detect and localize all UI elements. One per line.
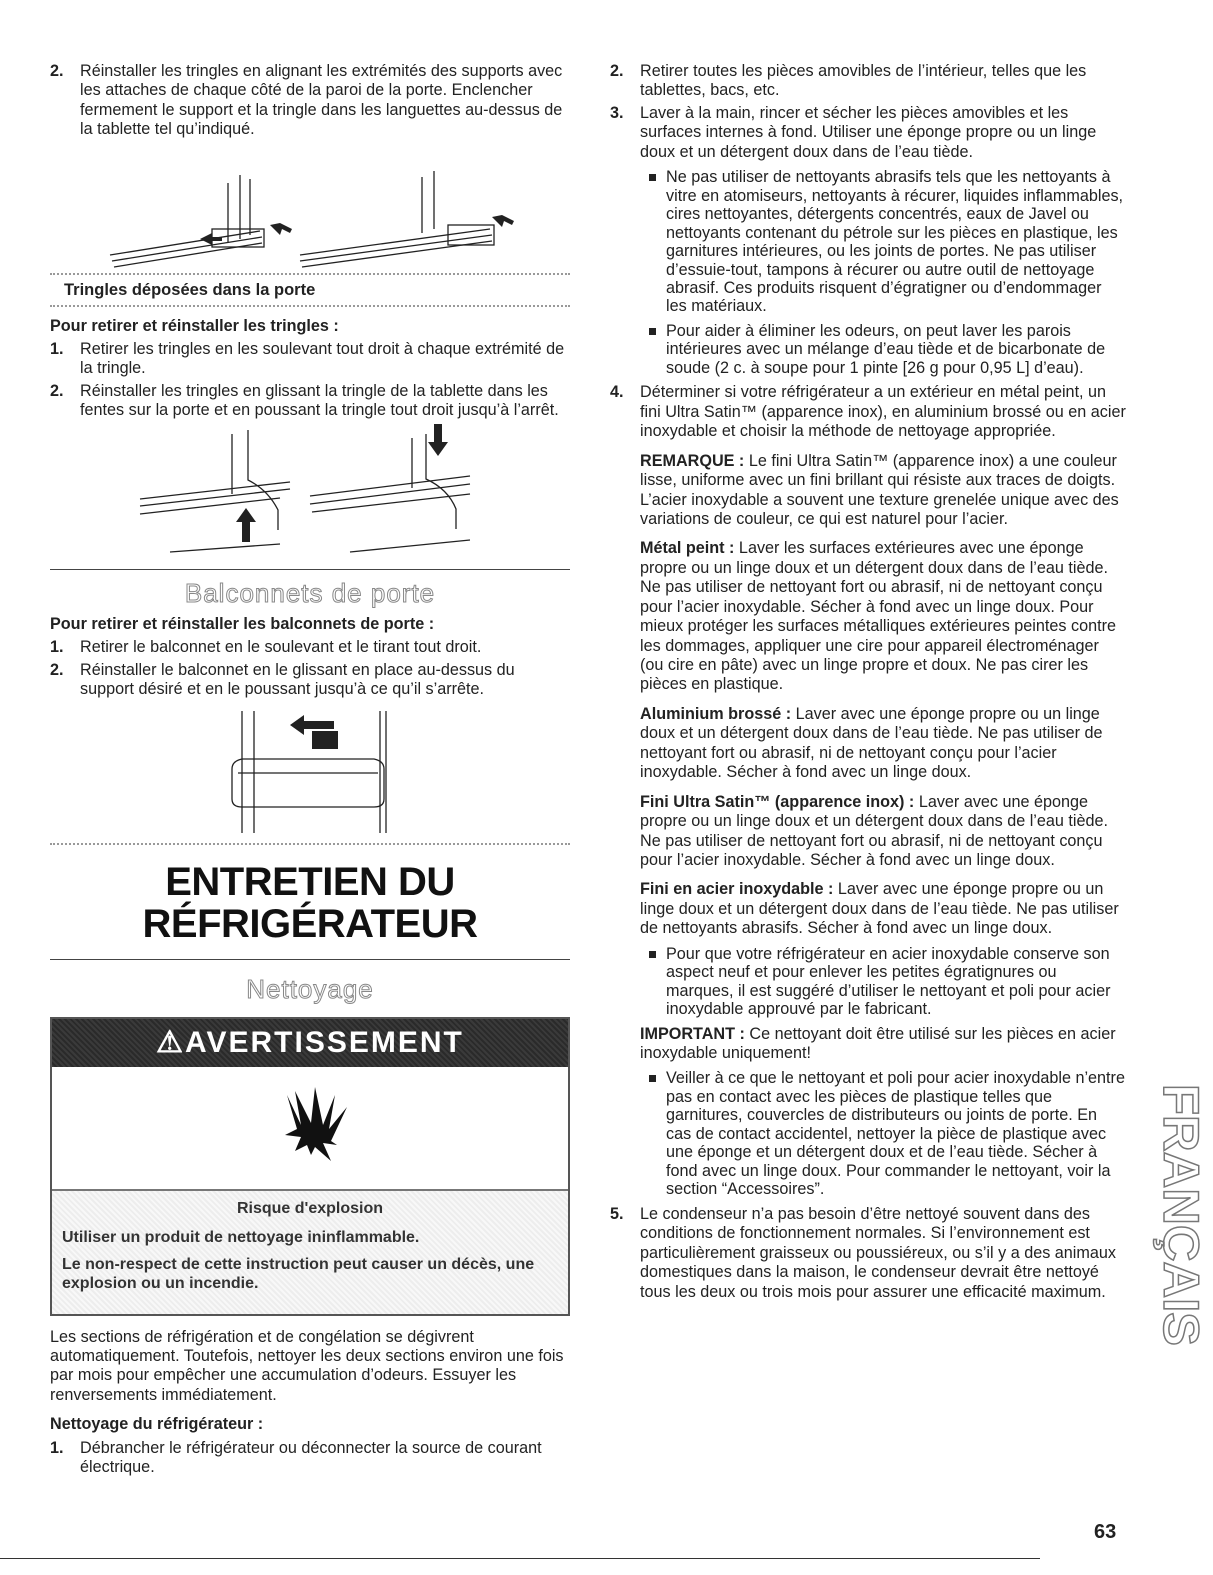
item-number: 3.	[610, 103, 624, 122]
item-number: 5.	[610, 1204, 624, 1223]
rails-heading: Pour retirer et réinstaller les tringles :	[50, 316, 339, 335]
cleaning-title: Nettoyage	[246, 973, 374, 1004]
satin-label: Fini Ultra Satin™ (apparence inox) :	[640, 792, 915, 811]
metal-text: Laver les surfaces extérieures avec une éponge propre ou un linge doux et un détergent doux dans de l’eau tiède. Ne pas utiliser de nettoyant fort ou abrasif, ni de nettoyant conçu pour l’acier inoxydable. Sécher à fond avec un linge doux. Pour mieux protéger les surfaces métalliques extérieures peintes contre les dommages, appliquer une cire pour appareil électroménager (ou cire en pâte) avec un linge propre et doux. Ne pas cirer les pièces en plastique.	[640, 539, 1116, 694]
important-text: Ce nettoyant doit être utilisé sur les pièces en acier inoxydable uniquement!	[640, 1024, 1116, 1063]
metal-label: Métal peint :	[640, 539, 735, 558]
item-number: 2.	[610, 62, 624, 80]
inox-label: Fini en acier inoxydable :	[640, 880, 834, 899]
important-paragraph	[640, 1025, 1126, 1064]
footer-rule	[0, 1558, 1040, 1559]
intro-paragraph: Les sections de réfrigération et de congélation se dégivrent automatiquement. Toutefois, nettoyer les deux sections environ une fois par mois pour empêcher une accumulation d’odeurs. Essuyer les renversements immédiatement.	[50, 1327, 564, 1404]
inox-text: Laver avec une éponge propre ou un linge doux et un détergent doux dans de l’eau tiède. Ne pas utiliser de nettoyants abrasifs. Sécher à fond avec un linge doux.	[640, 880, 1119, 938]
cleaning-step-4-text: Déterminer si votre réfrigérateur a un extérieur en métal peint, un fini Ultra Satin™ (apparence inox), en aluminium brossé ou en acier inoxydable et choisir la méthode de nettoyage appropriée.	[640, 383, 1126, 441]
warning-header	[52, 1019, 568, 1067]
bullet-item	[640, 1069, 1126, 1198]
list-item	[50, 638, 570, 657]
left-column	[50, 62, 570, 1481]
bullet-text: Veiller à ce que le nettoyant et poli pour acier inoxydable n’entre pas en contact avec les pièces de plastique telles que garnitures, couvercles de distributeurs ou joints de porte. En cas de contact accidentel, nettoyer la pièce de plastique avec une éponge et un détergent doux et de l’eau tiède. Sécher à fond avec un linge doux. Pour commander le nettoyant, voir la section “Accessoires”.	[666, 1069, 1125, 1199]
item-number: 2.	[50, 381, 64, 400]
aluminium-text: Laver avec une éponge propre ou un linge doux et un détergent doux dans de l’eau tiède. Ne pas utiliser de nettoyant fort ou abrasif, ni de nettoyant conçu pour l’acier inoxydable. Sécher à fond avec un linge doux.	[640, 704, 1103, 782]
remarque-text: Le fini Ultra Satin™ (apparence inox) a une couleur lisse, uniforme avec un fini brillant qui résiste aux traces de doigts. L’acier inoxydable a souvent une texture grenelée unique avec des variations de couleur, ce qui est naturel pour l’acier.	[640, 451, 1119, 528]
door-bins-heading: Pour retirer et réinstaller les balconnets de porte :	[50, 614, 435, 633]
cleaning-heading: Nettoyage du réfrigérateur :	[50, 1415, 264, 1434]
inox-paragraph	[640, 880, 1126, 938]
main-title-line-2: RÉFRIGÉRATEUR	[142, 901, 478, 946]
list-item	[50, 340, 570, 379]
list-item	[50, 1439, 570, 1478]
list-item	[610, 104, 1126, 377]
warning-risk: Risque d'explosion	[236, 1199, 384, 1217]
bullet-item	[640, 168, 1126, 316]
figure-caption: Tringles déposées dans la porte	[64, 280, 316, 299]
rail-figure-2	[50, 424, 570, 569]
item-number: 1.	[50, 1438, 64, 1457]
rails-step-2-text: Réinstaller les tringles en glissant la tringle de la tablette dans les fentes sur la porte et en poussant la tringle tout droit jusqu’à l’arrêt.	[80, 381, 559, 420]
right-column	[610, 62, 1126, 1305]
warning-icon-area	[52, 1067, 568, 1189]
door-bins-step-2-text: Réinstaller le balconnet en le glissant en place au-dessus du support désiré et en le poussant jusqu’à ce qu’il s’arrête.	[80, 660, 515, 699]
list-item	[50, 62, 570, 140]
divider	[50, 305, 570, 309]
bullet-text: Ne pas utiliser de nettoyants abrasifs tels que les nettoyants à vitre en atomiseurs, nettoyants à récurer, liquides inflammables, cires nettoyantes, détergents concentrés, eaux de Javel ou nettoyants contenant du pétrole sur les pièces en plastique, les garnitures intérieures, ou les joints de portes. Ne pas utiliser d’essuie-tout, tampons à récurer ou autre outil de nettoyage abrasif. Ces produits risquent d’égratigner ou d’endommager les matériaux.	[666, 168, 1124, 316]
list-item	[610, 62, 1126, 101]
bullet-marker	[649, 328, 656, 335]
rail-illustration-2	[50, 424, 570, 569]
list-item	[50, 661, 570, 700]
warning-line-1: Utiliser un produit de nettoyage ininflammable.	[62, 1229, 420, 1247]
warning-header-text: AVERTISSEMENT	[185, 1025, 464, 1059]
warning-triangle-icon: ⚠	[156, 1025, 186, 1059]
side-tab-text: FRANÇAIS	[1153, 1084, 1209, 1343]
remarque-paragraph	[640, 452, 1126, 530]
aluminium-paragraph	[640, 705, 1126, 783]
bullet-marker	[649, 1075, 656, 1082]
divider	[50, 843, 570, 847]
warning-line-2: Le non-respect de cette instruction peut causer un décès, une explosion ou un incendie.	[62, 1256, 535, 1293]
list-item	[50, 382, 570, 421]
main-title	[50, 861, 570, 945]
bullet-text: Pour aider à éliminer les odeurs, on peut laver les parois intérieures avec un mélange d’eau tiède et de bicarbonate de soude (2 c. à soupe pour 1 pinte [26 g pour 0,95 L] d’eau).	[666, 321, 1106, 377]
bullet-text: Pour que votre réfrigérateur en acier inoxydable conserve son aspect neuf et pour enlever les petites égratignures ou marques, il est suggéré d’utiliser le nettoyant et poli pour acier inoxydable approuvé par le fabricant.	[666, 944, 1111, 1019]
door-bins-step-1-text: Retirer le balconnet en le soulevant et le tirant tout droit.	[80, 638, 482, 657]
cleaning-step-5-text: Le condenseur n’a pas besoin d’être nettoyé souvent dans des conditions de fonctionnement normales. Si l’environnement est particulièrement graisseux ou poussiéreux, ou s’il y a des animaux domestiques dans la maison, le condenseur devrait être nettoyé tous les deux ou trois mois pour assurer une efficacité maximum.	[640, 1204, 1116, 1301]
bullet-marker	[649, 174, 656, 181]
bullet-item	[640, 945, 1126, 1019]
item-number: 1.	[50, 339, 64, 358]
item-number: 4.	[610, 383, 624, 402]
item-number: 2.	[50, 660, 64, 679]
important-label: IMPORTANT :	[640, 1024, 745, 1043]
warning-body	[52, 1189, 568, 1314]
satin-paragraph	[640, 793, 1126, 871]
cleaning-step-1-text: Débrancher le réfrigérateur ou déconnecter la source de courant électrique.	[80, 1438, 542, 1477]
rails-step-1-text: Retirer les tringles en les soulevant tout droit à chaque extrémité de la tringle.	[80, 339, 565, 378]
list-item	[610, 383, 1126, 1198]
door-bin-figure	[50, 703, 570, 833]
main-title-line-1: ENTRETIEN DU	[165, 859, 455, 904]
divider	[50, 959, 570, 960]
rail-step-2-text: Réinstaller les tringles en alignant les extrémités des supports avec les attaches de chaque côté de la paroi de la porte. Enclencher fermement le support et la tringle dans les languettes au-dessus de la tablette tel qu’indiqué.	[80, 62, 563, 139]
item-number: 1.	[50, 638, 64, 657]
metal-paragraph	[640, 539, 1126, 695]
language-side-tab	[1144, 1080, 1209, 1352]
divider	[50, 569, 570, 570]
aluminium-label: Aluminium brossé :	[640, 704, 792, 723]
cleaning-step-3-text: Laver à la main, rincer et sécher les pièces amovibles et les surfaces internes à fond. Utiliser une éponge propre ou un linge doux et un détergent doux dans de l’eau tiède.	[640, 103, 1097, 161]
door-bins-title: Balconnets de porte	[184, 577, 436, 608]
rail-figure-1	[50, 143, 570, 273]
rail-illustration-1	[50, 143, 570, 273]
page-number: 63	[1094, 1521, 1117, 1543]
item-number: 2.	[50, 62, 64, 80]
list-item	[610, 1205, 1126, 1302]
bullet-item	[640, 322, 1126, 377]
explosion-icon	[52, 1067, 572, 1189]
door-bin-illustration	[50, 703, 570, 833]
bullet-marker	[649, 951, 656, 958]
satin-text: Laver avec une éponge propre ou un linge doux et un détergent doux dans de l’eau tiède. Ne pas utiliser de nettoyant fort ou abrasif, ni de nettoyant conçu pour l’acier inoxydable. Sécher à fond avec un linge doux.	[640, 792, 1108, 869]
warning-box	[50, 1017, 570, 1316]
cleaning-step-2-text: Retirer toutes les pièces amovibles de l’intérieur, telles que les tablettes, bacs, etc.	[640, 62, 1087, 100]
remarque-label: REMARQUE :	[640, 451, 745, 470]
